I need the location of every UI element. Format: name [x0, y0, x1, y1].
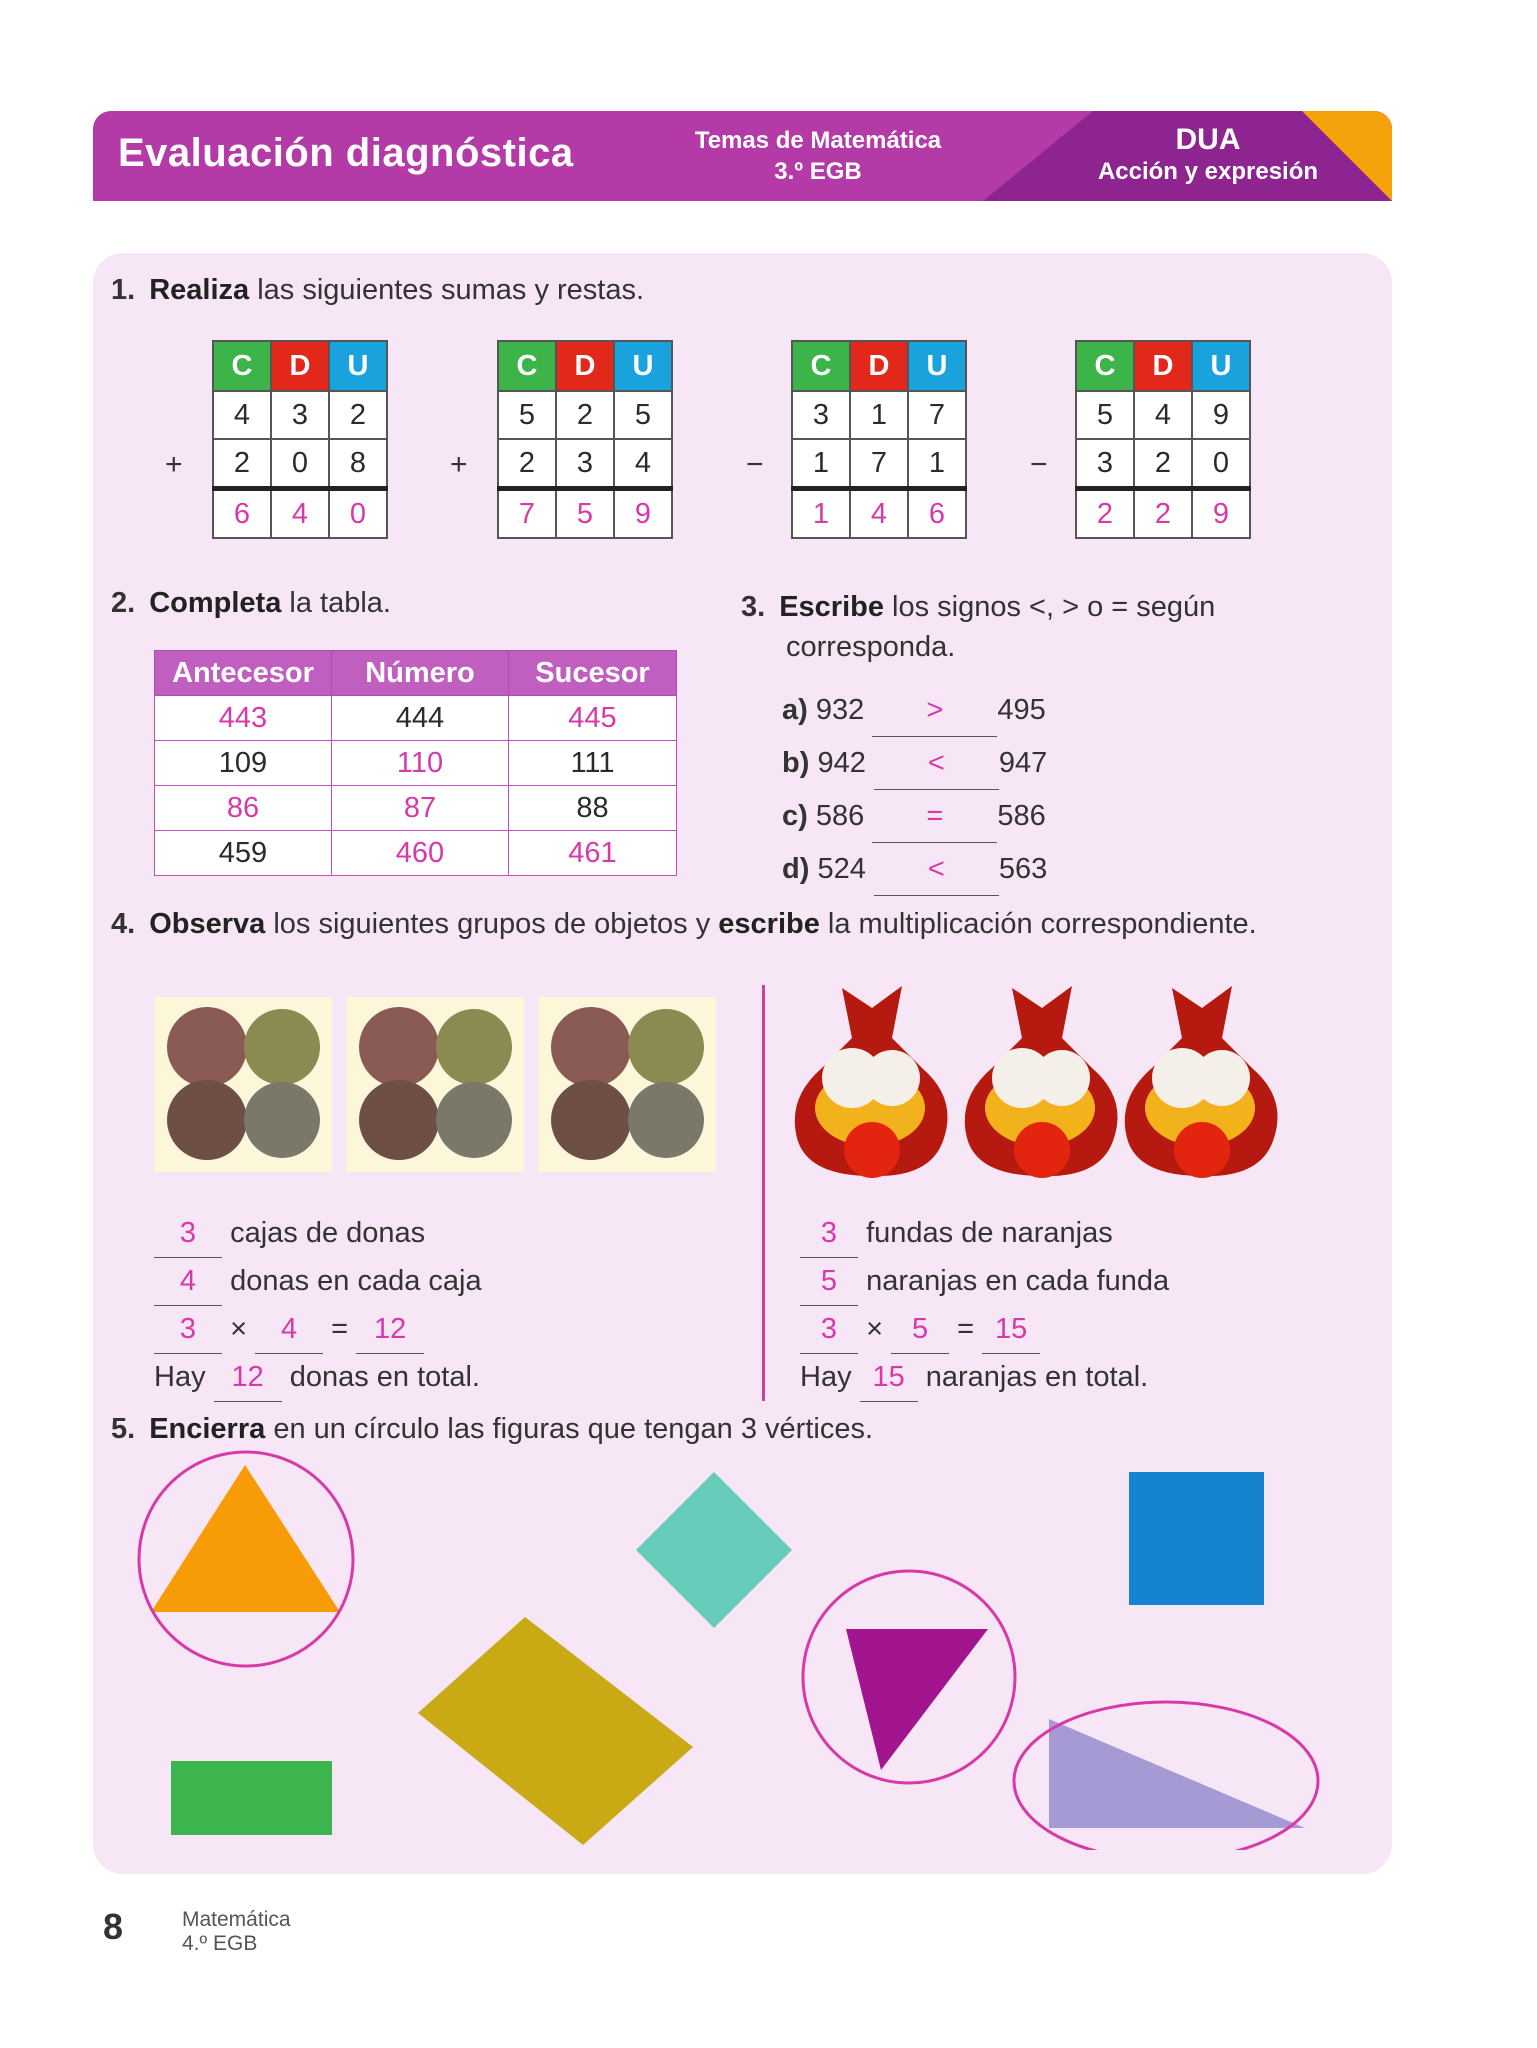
question-4 [111, 908, 1257, 941]
question-number: 2. [111, 587, 136, 619]
result-digit[interactable]: 9 [614, 489, 672, 539]
donut-box [346, 997, 524, 1172]
result-row [792, 489, 966, 539]
digit-cell: 1 [908, 439, 966, 489]
lavender-triangle[interactable] [1049, 1719, 1305, 1828]
left-number: 942 [817, 747, 866, 779]
digit-cell: 3 [271, 391, 329, 439]
column-header: Sucesor [509, 651, 677, 696]
result-digit[interactable]: 2 [1076, 489, 1134, 539]
line-each [154, 1258, 482, 1306]
sequence-table [154, 650, 677, 876]
digit-cell: 2 [556, 391, 614, 439]
right-number: 495 [997, 694, 1046, 726]
question-3 [741, 587, 1215, 667]
answer-blank[interactable]: 5 [891, 1306, 949, 1354]
times-sign: × [230, 1313, 247, 1345]
column-header: Antecesor [155, 651, 332, 696]
question-text: en un círculo las figuras que tengan 3 vértices. [273, 1413, 874, 1445]
comparison-item [782, 737, 1047, 790]
result-row [498, 489, 672, 539]
shapes-area [93, 1450, 1392, 1850]
digit-cell: 7 [908, 391, 966, 439]
place-value-header-cell: D [556, 341, 614, 391]
table-row [155, 741, 677, 786]
question-5 [111, 1413, 873, 1446]
footer-info [182, 1908, 291, 1956]
question-text: los siguientes grupos de objetos y [273, 908, 711, 940]
line-groups [154, 1210, 482, 1258]
line-each [800, 1258, 1169, 1306]
header-subtitle-line2: 3.º EGB [774, 158, 862, 185]
sign-blank[interactable]: < [874, 843, 999, 896]
item-label: b) [782, 747, 810, 779]
operand-row [213, 439, 387, 489]
answer-blank[interactable]: 4 [255, 1306, 323, 1354]
comparison-item [782, 790, 1047, 843]
operand-row [792, 391, 966, 439]
question-number: 1. [111, 274, 136, 306]
answer-blank[interactable]: 15 [982, 1306, 1040, 1354]
table-cell-answer[interactable]: 443 [155, 696, 332, 741]
left-number: 524 [817, 853, 866, 885]
operation-sign: + [450, 448, 468, 481]
line-multiplication [800, 1306, 1169, 1354]
result-digit[interactable]: 4 [850, 489, 908, 539]
digit-cell: 2 [1134, 439, 1192, 489]
orange-bag [965, 986, 1118, 1178]
table-row [155, 786, 677, 831]
line-text: cajas de donas [230, 1217, 426, 1249]
header-dua [1063, 123, 1353, 187]
comparison-list [782, 684, 1047, 896]
question-verb: escribe [718, 908, 820, 940]
question-verb: Observa [149, 908, 266, 940]
place-value-header [213, 341, 387, 391]
left-number: 586 [815, 800, 865, 832]
place-value-header-cell: D [271, 341, 329, 391]
orange-bags-illustration [782, 978, 1292, 1186]
operation-sign: − [1030, 448, 1048, 481]
operand-row [213, 391, 387, 439]
digit-cell: 2 [213, 439, 271, 489]
digit-cell: 1 [850, 391, 908, 439]
result-digit[interactable]: 6 [213, 489, 271, 539]
table-header-row [155, 651, 677, 696]
purple-triangle[interactable] [846, 1629, 988, 1770]
digit-cell: 0 [1192, 439, 1250, 489]
result-row [213, 489, 387, 539]
right-number: 563 [998, 853, 1048, 885]
result-digit[interactable]: 0 [329, 489, 387, 539]
page-number: 8 [103, 1906, 124, 1947]
place-value-table [1075, 340, 1251, 539]
digit-cell: 1 [792, 439, 850, 489]
question-verb: Completa [149, 587, 282, 619]
sign-blank[interactable]: = [872, 790, 997, 843]
place-value-header-cell: C [1076, 341, 1134, 391]
place-value-header-cell: U [329, 341, 387, 391]
digit-cell: 9 [1192, 391, 1250, 439]
answer-blank[interactable]: 12 [214, 1354, 282, 1402]
digit-cell: 5 [614, 391, 672, 439]
table-cell-answer[interactable]: 87 [332, 786, 509, 831]
question-text: la multiplicación correspondiente. [827, 908, 1257, 940]
table-cell-answer[interactable]: 110 [332, 741, 509, 786]
question-number: 5. [111, 1413, 136, 1445]
line-text: donas en cada caja [230, 1265, 482, 1297]
table-row [155, 831, 677, 876]
sign-blank[interactable]: < [874, 737, 999, 790]
digit-cell: 3 [556, 439, 614, 489]
line-text: Hay [800, 1361, 852, 1393]
place-value-header-cell: D [850, 341, 908, 391]
answer-blank[interactable]: 12 [356, 1306, 424, 1354]
place-value-table [791, 340, 967, 539]
question-text-cont: corresponda. [786, 631, 956, 663]
result-digit[interactable]: 6 [908, 489, 966, 539]
question-text: los signos <, > o = según [892, 591, 1216, 623]
item-label: a) [782, 694, 808, 726]
digit-cell: 0 [271, 439, 329, 489]
line-multiplication [154, 1306, 482, 1354]
result-row [1076, 489, 1250, 539]
naranjas-answers [800, 1210, 1169, 1402]
answer-blank[interactable]: 15 [860, 1354, 918, 1402]
vertical-divider [762, 985, 765, 1401]
comparison-item [782, 684, 1047, 737]
orange-bag [795, 986, 948, 1178]
place-value-header-cell: C [213, 341, 271, 391]
page-title: Evaluación diagnóstica [118, 131, 574, 175]
digit-cell: 3 [792, 391, 850, 439]
digit-cell: 4 [614, 439, 672, 489]
orange-triangle[interactable] [151, 1465, 340, 1612]
digit-cell: 4 [1134, 391, 1192, 439]
question-verb: Encierra [149, 1413, 266, 1445]
header-subtitle [648, 125, 988, 187]
place-value-header-cell: C [792, 341, 850, 391]
olive-rhombus[interactable] [418, 1617, 693, 1845]
equals-sign: = [957, 1313, 975, 1345]
column-header: Número [332, 651, 509, 696]
question-text: la tabla. [289, 587, 391, 619]
place-value-header [498, 341, 672, 391]
item-label: c) [782, 800, 808, 832]
operation-sign: + [165, 448, 183, 481]
result-digit[interactable]: 7 [498, 489, 556, 539]
line-total [154, 1354, 482, 1402]
question-number: 4. [111, 908, 136, 940]
header-subtitle-line1: Temas de Matemática [694, 127, 942, 154]
answer-blank[interactable]: 5 [800, 1258, 858, 1306]
line-groups [800, 1210, 1169, 1258]
header-band [93, 111, 1392, 201]
operand-row [498, 439, 672, 489]
right-number: 947 [998, 747, 1048, 779]
place-value-header-cell: D [1134, 341, 1192, 391]
donas-answers [154, 1210, 482, 1402]
donut-box [154, 997, 332, 1172]
digit-cell: 3 [1076, 439, 1134, 489]
table-cell-answer[interactable]: 461 [509, 831, 677, 876]
operand-row [792, 439, 966, 489]
table-cell-answer[interactable]: 86 [155, 786, 332, 831]
operand-row [1076, 439, 1250, 489]
question-1 [111, 274, 644, 307]
place-value-header-cell: U [908, 341, 966, 391]
answer-blank[interactable]: 3 [800, 1306, 858, 1354]
digit-cell: 7 [850, 439, 908, 489]
blue-square[interactable] [1129, 1472, 1264, 1605]
result-digit[interactable]: 5 [556, 489, 614, 539]
digit-cell: 8 [329, 439, 387, 489]
teal-diamond[interactable] [636, 1472, 792, 1628]
digit-cell: 5 [1076, 391, 1134, 439]
result-digit[interactable]: 2 [1134, 489, 1192, 539]
item-label: d) [782, 853, 810, 885]
place-value-table [497, 340, 673, 539]
answer-blank[interactable]: 4 [154, 1258, 222, 1306]
line-total [800, 1354, 1169, 1402]
table-cell-answer[interactable]: 460 [332, 831, 509, 876]
table-cell-answer[interactable]: 445 [509, 696, 677, 741]
question-number: 3. [741, 591, 766, 623]
line-text: naranjas en total. [925, 1361, 1149, 1393]
result-digit[interactable]: 4 [271, 489, 329, 539]
donut-boxes-illustration [152, 995, 724, 1175]
digit-cell: 2 [498, 439, 556, 489]
line-text: naranjas en cada funda [866, 1265, 1170, 1297]
operand-row [1076, 391, 1250, 439]
result-digit[interactable]: 1 [792, 489, 850, 539]
digit-cell: 4 [213, 391, 271, 439]
green-rectangle[interactable] [171, 1761, 332, 1835]
place-value-header [1076, 341, 1250, 391]
place-value-header-cell: C [498, 341, 556, 391]
place-value-header-cell: U [1192, 341, 1250, 391]
place-value-header [792, 341, 966, 391]
orange-bag [1125, 986, 1278, 1178]
times-sign: × [866, 1313, 883, 1345]
right-number: 586 [997, 800, 1046, 832]
comparison-item [782, 843, 1047, 896]
operation-sign: − [746, 448, 764, 481]
operand-row [498, 391, 672, 439]
answer-blank[interactable]: 3 [154, 1210, 222, 1258]
place-value-header-cell: U [614, 341, 672, 391]
header-dua-title: DUA [1175, 123, 1241, 156]
table-cell: 111 [509, 741, 677, 786]
left-number: 932 [815, 694, 865, 726]
question-2 [111, 587, 391, 620]
result-digit[interactable]: 9 [1192, 489, 1250, 539]
table-cell: 444 [332, 696, 509, 741]
line-text: Hay [154, 1361, 206, 1393]
question-verb: Realiza [149, 274, 250, 306]
donut-box [538, 997, 716, 1172]
answer-blank[interactable]: 3 [800, 1210, 858, 1258]
equals-sign: = [331, 1313, 349, 1345]
digit-cell: 2 [329, 391, 387, 439]
answer-blank[interactable]: 3 [154, 1306, 222, 1354]
table-cell: 109 [155, 741, 332, 786]
table-cell: 88 [509, 786, 677, 831]
digit-cell: 5 [498, 391, 556, 439]
line-text: donas en total. [289, 1361, 480, 1393]
place-value-table [212, 340, 388, 539]
line-text: fundas de naranjas [866, 1217, 1113, 1249]
sign-blank[interactable]: > [872, 684, 997, 737]
footer-grade: 4.º EGB [182, 1932, 258, 1955]
table-row [155, 696, 677, 741]
header-dua-subtitle: Acción y expresión [1097, 158, 1319, 185]
footer-subject: Matemática [182, 1908, 291, 1931]
question-text: las siguientes sumas y restas. [257, 274, 645, 306]
question-verb: Escribe [779, 591, 884, 623]
table-cell: 459 [155, 831, 332, 876]
